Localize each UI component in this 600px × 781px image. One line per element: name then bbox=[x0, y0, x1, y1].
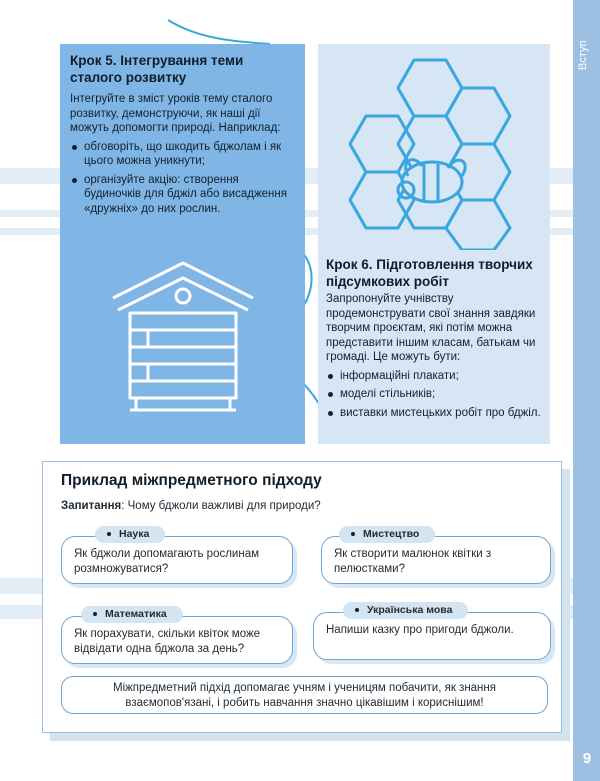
list-item: виставки мистецьких робіт про бджіл. bbox=[340, 406, 544, 421]
subject-label: Наука bbox=[119, 528, 150, 540]
honeycomb-bee-icon bbox=[324, 50, 514, 250]
example-title: Приклад міжпредметного підходу bbox=[61, 472, 322, 489]
subject-label: Мистецтво bbox=[363, 528, 420, 540]
step5-title: Крок 5. Інтегрування теми сталого розвитку bbox=[70, 53, 244, 85]
side-tab bbox=[573, 0, 600, 781]
page-number: 9 bbox=[582, 750, 592, 767]
section-label: Вступ bbox=[577, 40, 589, 70]
list-item: моделі стільників; bbox=[340, 387, 544, 402]
bullet-dot bbox=[351, 532, 355, 536]
subject-card-ukrainian bbox=[313, 612, 551, 660]
subject-label: Українська мова bbox=[367, 604, 453, 616]
subject-label-science bbox=[95, 526, 165, 543]
subject-card-science bbox=[61, 536, 293, 584]
question-label: Запитання bbox=[61, 500, 122, 512]
subject-text: Як порахувати, скільки квіток може відвідати одна бджола за день? bbox=[74, 628, 261, 655]
question-line bbox=[61, 500, 321, 512]
summary-box: Міжпредметний підхід допомагає учням і ученицям побачити, як знання взаємопов'язані, і робить навчання значно цікавішим і кориснішим! bbox=[61, 676, 548, 714]
list-item: організуйте акцію: створення будиночків для бджіл або висадження «дружніх» до них рослин. bbox=[84, 173, 292, 217]
step5-list bbox=[70, 140, 292, 217]
bullet-dot bbox=[355, 608, 359, 612]
subject-label-art bbox=[339, 526, 435, 543]
step5-card bbox=[60, 44, 305, 444]
step6-intro: Запропонуйте учнівству продемонструвати свої знання завдяки творчим проєктам, які потім можна представити іншим класам, батькам чи громаді. Це можуть бути: bbox=[326, 293, 536, 363]
step6-title: Крок 6. Підготовлення творчих підсумкових робіт bbox=[326, 257, 533, 289]
subject-label: Математика bbox=[105, 608, 167, 620]
subject-text: Напиши казку про пригоди бджоли. bbox=[326, 624, 514, 636]
bullet-dot bbox=[93, 612, 97, 616]
subject-text: Як бджоли допомагають рослинам розмножуватися? bbox=[74, 548, 259, 575]
list-item: інформаційні плакати; bbox=[340, 369, 544, 384]
subject-card-art bbox=[321, 536, 551, 584]
subject-card-math bbox=[61, 616, 293, 664]
step6-list bbox=[326, 369, 544, 421]
example-box bbox=[42, 461, 562, 733]
subject-label-math bbox=[81, 606, 183, 623]
subject-label-ukrainian bbox=[343, 602, 468, 619]
question-text: : Чому бджоли важливі для природи? bbox=[121, 500, 321, 512]
subject-text: Як створити малюнок квітки з пелюстками? bbox=[334, 548, 492, 575]
beehive-icon bbox=[108, 258, 258, 418]
bullet-dot bbox=[107, 532, 111, 536]
step5-intro: Інтегруйте в зміст уроків тему сталого розвитку, демонструючи, як наші дії можуть допомогти природі. Наприклад: bbox=[70, 93, 281, 134]
list-item: обговоріть, що шкодить бджолам і як цього можна уникнути; bbox=[84, 140, 292, 169]
step6-card bbox=[318, 44, 550, 444]
step6-body bbox=[326, 292, 544, 424]
step5-body bbox=[70, 92, 292, 220]
